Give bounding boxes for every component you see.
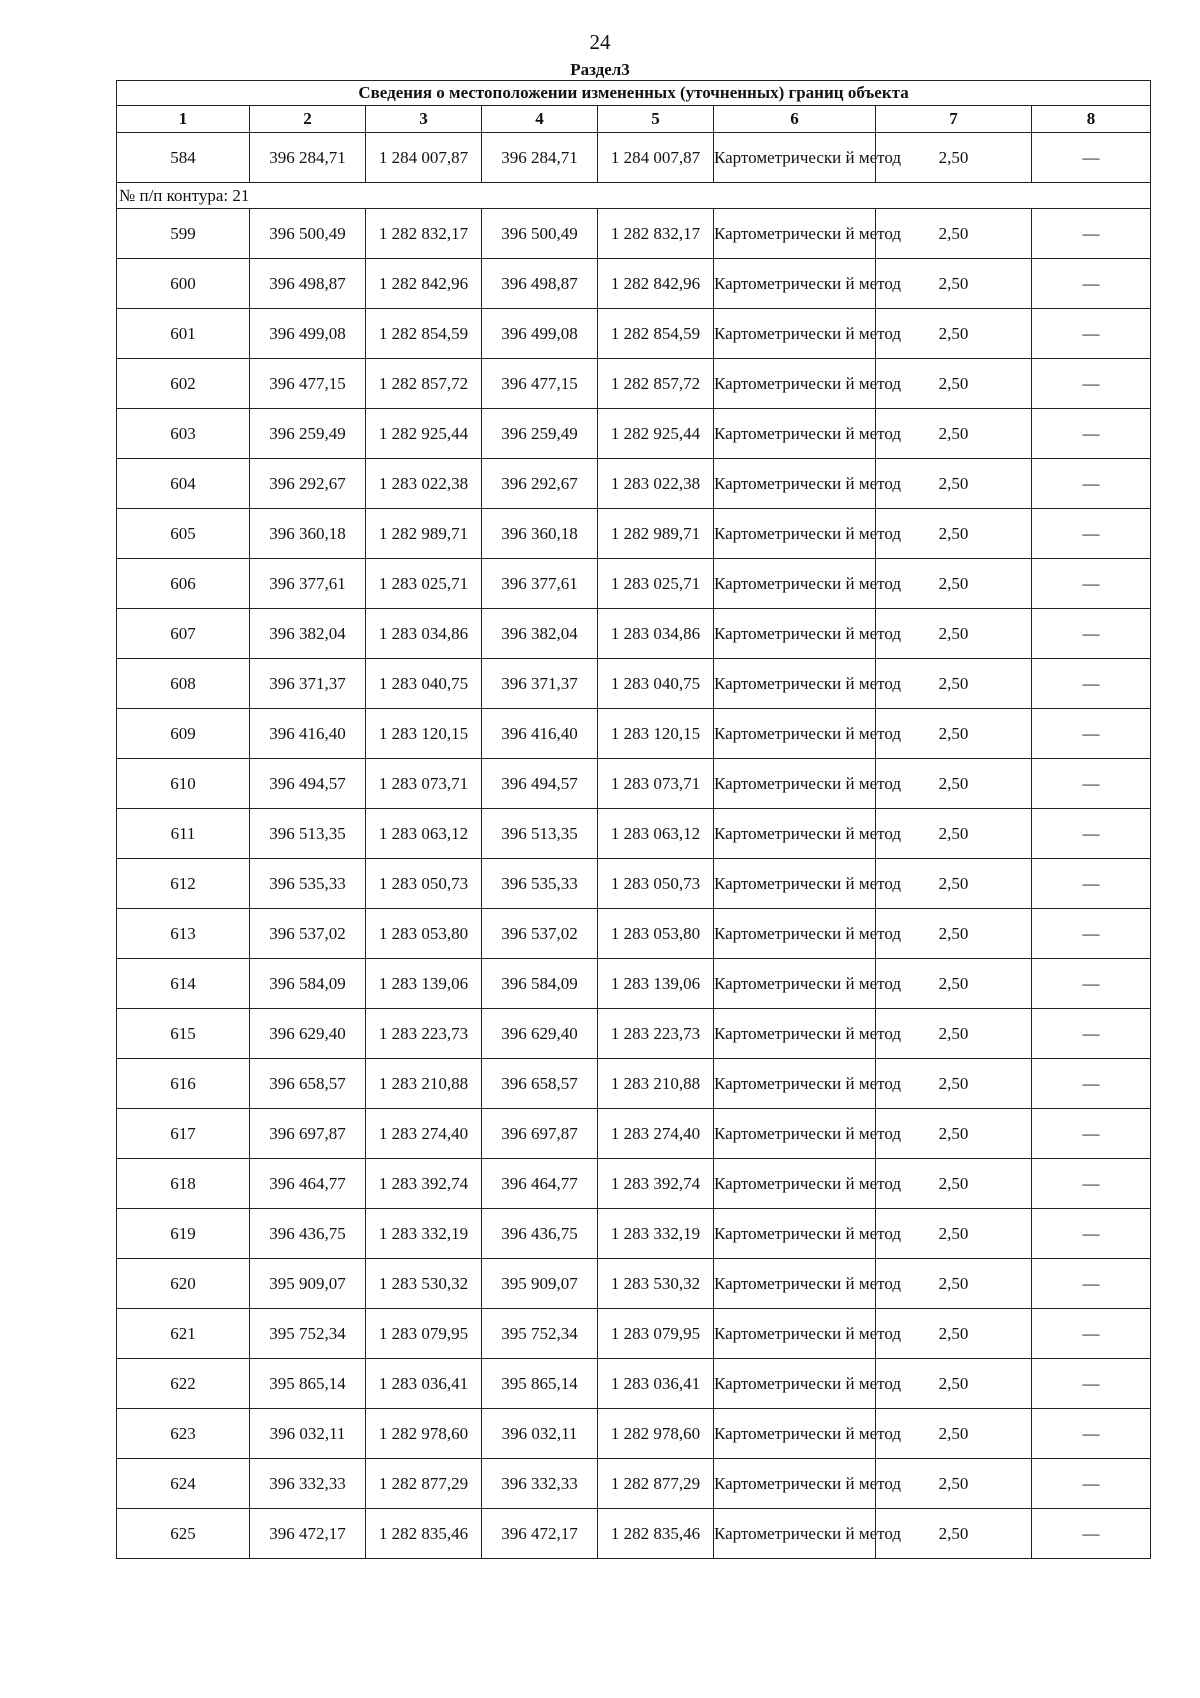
note-cell: — xyxy=(1032,609,1151,659)
note-cell: — xyxy=(1032,1009,1151,1059)
table-row xyxy=(117,509,1151,559)
point-number-cell: 625 xyxy=(117,1509,250,1559)
y-new-coordinate-cell: 1 282 832,17 xyxy=(598,209,714,259)
accuracy-cell: 2,50 xyxy=(876,709,1032,759)
point-number-cell: 613 xyxy=(117,909,250,959)
table-row xyxy=(117,1309,1151,1359)
note-cell: — xyxy=(1032,759,1151,809)
y-coordinate-cell: 1 283 063,12 xyxy=(366,809,482,859)
note-cell: — xyxy=(1032,1109,1151,1159)
y-new-coordinate-cell: 1 283 036,41 xyxy=(598,1359,714,1409)
accuracy-cell: 2,50 xyxy=(876,259,1032,309)
accuracy-cell: 2,50 xyxy=(876,1059,1032,1109)
accuracy-cell: 2,50 xyxy=(876,559,1032,609)
method-cell: Картометрически й метод xyxy=(714,709,876,759)
x-new-coordinate-cell: 396 537,02 xyxy=(482,909,598,959)
x-coordinate-cell: 396 499,08 xyxy=(250,309,366,359)
y-new-coordinate-cell: 1 282 835,46 xyxy=(598,1509,714,1559)
page-number: 24 xyxy=(589,30,611,54)
column-number-row xyxy=(117,106,1151,133)
table-row xyxy=(117,1359,1151,1409)
y-coordinate-cell: 1 282 832,17 xyxy=(366,209,482,259)
column-number: 7 xyxy=(876,106,1032,133)
method-cell: Картометрически й метод xyxy=(714,609,876,659)
y-new-coordinate-cell: 1 282 925,44 xyxy=(598,409,714,459)
point-number-cell: 615 xyxy=(117,1009,250,1059)
y-coordinate-cell: 1 283 053,80 xyxy=(366,909,482,959)
note-cell: — xyxy=(1032,209,1151,259)
point-number-cell: 617 xyxy=(117,1109,250,1159)
x-coordinate-cell: 396 472,17 xyxy=(250,1509,366,1559)
x-new-coordinate-cell: 396 498,87 xyxy=(482,259,598,309)
point-number-cell: 605 xyxy=(117,509,250,559)
note-cell: — xyxy=(1032,1059,1151,1109)
point-number-cell: 622 xyxy=(117,1359,250,1409)
column-number: 1 xyxy=(117,106,250,133)
note-cell: — xyxy=(1032,133,1151,183)
y-new-coordinate-cell: 1 282 877,29 xyxy=(598,1459,714,1509)
accuracy-cell: 2,50 xyxy=(876,1509,1032,1559)
x-new-coordinate-cell: 396 500,49 xyxy=(482,209,598,259)
method-cell: Картометрически й метод xyxy=(714,409,876,459)
y-coordinate-cell: 1 283 034,86 xyxy=(366,609,482,659)
y-coordinate-cell: 1 283 392,74 xyxy=(366,1159,482,1209)
accuracy-cell: 2,50 xyxy=(876,133,1032,183)
x-coordinate-cell: 396 629,40 xyxy=(250,1009,366,1059)
y-new-coordinate-cell: 1 282 842,96 xyxy=(598,259,714,309)
x-new-coordinate-cell: 396 629,40 xyxy=(482,1009,598,1059)
y-coordinate-cell: 1 282 835,46 xyxy=(366,1509,482,1559)
table-row xyxy=(117,609,1151,659)
point-number-cell: 619 xyxy=(117,1209,250,1259)
note-cell: — xyxy=(1032,1409,1151,1459)
point-number-cell: 606 xyxy=(117,559,250,609)
table-title: Сведения о местоположении измененных (уточненных) границ объекта xyxy=(117,81,1151,106)
table-row xyxy=(117,909,1151,959)
table-row xyxy=(117,1009,1151,1059)
x-coordinate-cell: 396 259,49 xyxy=(250,409,366,459)
method-cell: Картометрически й метод xyxy=(714,659,876,709)
x-coordinate-cell: 396 436,75 xyxy=(250,1209,366,1259)
y-new-coordinate-cell: 1 282 989,71 xyxy=(598,509,714,559)
y-coordinate-cell: 1 283 073,71 xyxy=(366,759,482,809)
x-coordinate-cell: 395 909,07 xyxy=(250,1259,366,1309)
x-new-coordinate-cell: 396 535,33 xyxy=(482,859,598,909)
table-row xyxy=(117,459,1151,509)
y-new-coordinate-cell: 1 283 040,75 xyxy=(598,659,714,709)
method-cell: Картометрически й метод xyxy=(714,359,876,409)
y-coordinate-cell: 1 283 025,71 xyxy=(366,559,482,609)
x-coordinate-cell: 396 371,37 xyxy=(250,659,366,709)
note-cell: — xyxy=(1032,1209,1151,1259)
column-number: 3 xyxy=(366,106,482,133)
y-new-coordinate-cell: 1 283 223,73 xyxy=(598,1009,714,1059)
accuracy-cell: 2,50 xyxy=(876,1359,1032,1409)
accuracy-cell: 2,50 xyxy=(876,509,1032,559)
method-cell: Картометрически й метод xyxy=(714,509,876,559)
note-cell: — xyxy=(1032,1509,1151,1559)
note-cell: — xyxy=(1032,1159,1151,1209)
point-number-cell: 609 xyxy=(117,709,250,759)
y-coordinate-cell: 1 283 274,40 xyxy=(366,1109,482,1159)
column-number: 6 xyxy=(714,106,876,133)
note-cell: — xyxy=(1032,1309,1151,1359)
y-new-coordinate-cell: 1 283 120,15 xyxy=(598,709,714,759)
x-coordinate-cell: 396 658,57 xyxy=(250,1059,366,1109)
point-number-cell: 618 xyxy=(117,1159,250,1209)
method-cell: Картометрически й метод xyxy=(714,1409,876,1459)
accuracy-cell: 2,50 xyxy=(876,1209,1032,1259)
table-row xyxy=(117,209,1151,259)
method-cell: Картометрически й метод xyxy=(714,309,876,359)
method-cell: Картометрически й метод xyxy=(714,759,876,809)
boundary-table xyxy=(116,80,1151,1559)
x-new-coordinate-cell: 396 416,40 xyxy=(482,709,598,759)
table-row xyxy=(117,1109,1151,1159)
y-new-coordinate-cell: 1 283 053,80 xyxy=(598,909,714,959)
method-cell: Картометрически й метод xyxy=(714,1309,876,1359)
note-cell: — xyxy=(1032,1359,1151,1409)
point-number-cell: 623 xyxy=(117,1409,250,1459)
accuracy-cell: 2,50 xyxy=(876,1009,1032,1059)
y-coordinate-cell: 1 283 223,73 xyxy=(366,1009,482,1059)
accuracy-cell: 2,50 xyxy=(876,359,1032,409)
table-row xyxy=(117,309,1151,359)
x-coordinate-cell: 396 477,15 xyxy=(250,359,366,409)
y-new-coordinate-cell: 1 283 022,38 xyxy=(598,459,714,509)
x-new-coordinate-cell: 396 436,75 xyxy=(482,1209,598,1259)
note-cell: — xyxy=(1032,559,1151,609)
x-coordinate-cell: 396 537,02 xyxy=(250,909,366,959)
note-cell: — xyxy=(1032,659,1151,709)
y-coordinate-cell: 1 283 036,41 xyxy=(366,1359,482,1409)
y-new-coordinate-cell: 1 283 210,88 xyxy=(598,1059,714,1109)
table-row xyxy=(117,1409,1151,1459)
point-number-cell: 602 xyxy=(117,359,250,409)
y-coordinate-cell: 1 283 210,88 xyxy=(366,1059,482,1109)
table-row xyxy=(117,1059,1151,1109)
method-cell: Картометрически й метод xyxy=(714,909,876,959)
table-row xyxy=(117,259,1151,309)
x-coordinate-cell: 396 032,11 xyxy=(250,1409,366,1459)
table-row xyxy=(117,559,1151,609)
y-new-coordinate-cell: 1 283 274,40 xyxy=(598,1109,714,1159)
table-row xyxy=(117,659,1151,709)
y-coordinate-cell: 1 283 079,95 xyxy=(366,1309,482,1359)
accuracy-cell: 2,50 xyxy=(876,609,1032,659)
accuracy-cell: 2,50 xyxy=(876,409,1032,459)
y-coordinate-cell: 1 283 120,15 xyxy=(366,709,482,759)
point-number-cell: 621 xyxy=(117,1309,250,1359)
method-cell: Картометрически й метод xyxy=(714,1009,876,1059)
table-row xyxy=(117,859,1151,909)
point-number-cell: 616 xyxy=(117,1059,250,1109)
table-row xyxy=(117,1509,1151,1559)
x-coordinate-cell: 396 416,40 xyxy=(250,709,366,759)
x-new-coordinate-cell: 395 909,07 xyxy=(482,1259,598,1309)
method-cell: Картометрически й метод xyxy=(714,1059,876,1109)
accuracy-cell: 2,50 xyxy=(876,759,1032,809)
note-cell: — xyxy=(1032,859,1151,909)
point-number-cell: 599 xyxy=(117,209,250,259)
y-new-coordinate-cell: 1 282 854,59 xyxy=(598,309,714,359)
note-cell: — xyxy=(1032,259,1151,309)
x-coordinate-cell: 396 464,77 xyxy=(250,1159,366,1209)
x-coordinate-cell: 396 498,87 xyxy=(250,259,366,309)
accuracy-cell: 2,50 xyxy=(876,209,1032,259)
x-coordinate-cell: 396 494,57 xyxy=(250,759,366,809)
x-new-coordinate-cell: 396 697,87 xyxy=(482,1109,598,1159)
method-cell: Картометрически й метод xyxy=(714,859,876,909)
y-coordinate-cell: 1 282 978,60 xyxy=(366,1409,482,1459)
y-coordinate-cell: 1 282 925,44 xyxy=(366,409,482,459)
x-coordinate-cell: 395 752,34 xyxy=(250,1309,366,1359)
method-cell: Картометрически й метод xyxy=(714,1459,876,1509)
table-title-row xyxy=(117,81,1151,106)
x-new-coordinate-cell: 396 377,61 xyxy=(482,559,598,609)
table-row xyxy=(117,133,1151,183)
point-number-cell: 600 xyxy=(117,259,250,309)
point-number-cell: 604 xyxy=(117,459,250,509)
y-coordinate-cell: 1 282 857,72 xyxy=(366,359,482,409)
point-number-cell: 620 xyxy=(117,1259,250,1309)
x-new-coordinate-cell: 396 032,11 xyxy=(482,1409,598,1459)
method-cell: Картометрически й метод xyxy=(714,133,876,183)
point-number-cell: 611 xyxy=(117,809,250,859)
method-cell: Картометрически й метод xyxy=(714,1509,876,1559)
x-new-coordinate-cell: 396 494,57 xyxy=(482,759,598,809)
point-number-cell: 608 xyxy=(117,659,250,709)
method-cell: Картометрически й метод xyxy=(714,209,876,259)
x-new-coordinate-cell: 396 371,37 xyxy=(482,659,598,709)
x-coordinate-cell: 396 697,87 xyxy=(250,1109,366,1159)
x-new-coordinate-cell: 396 259,49 xyxy=(482,409,598,459)
method-cell: Картометрически й метод xyxy=(714,959,876,1009)
accuracy-cell: 2,50 xyxy=(876,909,1032,959)
y-new-coordinate-cell: 1 283 139,06 xyxy=(598,959,714,1009)
x-coordinate-cell: 396 377,61 xyxy=(250,559,366,609)
x-new-coordinate-cell: 396 382,04 xyxy=(482,609,598,659)
x-new-coordinate-cell: 396 513,35 xyxy=(482,809,598,859)
x-new-coordinate-cell: 395 865,14 xyxy=(482,1359,598,1409)
y-new-coordinate-cell: 1 283 073,71 xyxy=(598,759,714,809)
point-number-cell: 601 xyxy=(117,309,250,359)
y-new-coordinate-cell: 1 284 007,87 xyxy=(598,133,714,183)
y-new-coordinate-cell: 1 282 857,72 xyxy=(598,359,714,409)
x-new-coordinate-cell: 396 477,15 xyxy=(482,359,598,409)
section-title: Раздел3 xyxy=(570,60,630,79)
contour-row xyxy=(117,183,1151,209)
accuracy-cell: 2,50 xyxy=(876,959,1032,1009)
x-new-coordinate-cell: 396 499,08 xyxy=(482,309,598,359)
point-number-cell: 607 xyxy=(117,609,250,659)
column-number: 8 xyxy=(1032,106,1151,133)
accuracy-cell: 2,50 xyxy=(876,859,1032,909)
point-number-cell: 614 xyxy=(117,959,250,1009)
method-cell: Картометрически й метод xyxy=(714,1259,876,1309)
y-coordinate-cell: 1 283 332,19 xyxy=(366,1209,482,1259)
x-coordinate-cell: 396 292,67 xyxy=(250,459,366,509)
point-number-cell: 624 xyxy=(117,1459,250,1509)
x-coordinate-cell: 396 382,04 xyxy=(250,609,366,659)
x-new-coordinate-cell: 395 752,34 xyxy=(482,1309,598,1359)
y-new-coordinate-cell: 1 283 530,32 xyxy=(598,1259,714,1309)
table-row xyxy=(117,359,1151,409)
accuracy-cell: 2,50 xyxy=(876,459,1032,509)
accuracy-cell: 2,50 xyxy=(876,659,1032,709)
y-coordinate-cell: 1 283 530,32 xyxy=(366,1259,482,1309)
x-coordinate-cell: 396 513,35 xyxy=(250,809,366,859)
x-new-coordinate-cell: 396 464,77 xyxy=(482,1159,598,1209)
y-coordinate-cell: 1 283 050,73 xyxy=(366,859,482,909)
method-cell: Картометрически й метод xyxy=(714,1109,876,1159)
y-coordinate-cell: 1 282 854,59 xyxy=(366,309,482,359)
method-cell: Картометрически й метод xyxy=(714,259,876,309)
x-coordinate-cell: 396 535,33 xyxy=(250,859,366,909)
y-coordinate-cell: 1 284 007,87 xyxy=(366,133,482,183)
accuracy-cell: 2,50 xyxy=(876,1259,1032,1309)
point-number-cell: 610 xyxy=(117,759,250,809)
method-cell: Картометрически й метод xyxy=(714,559,876,609)
y-coordinate-cell: 1 282 989,71 xyxy=(366,509,482,559)
method-cell: Картометрически й метод xyxy=(714,1359,876,1409)
accuracy-cell: 2,50 xyxy=(876,1459,1032,1509)
point-number-cell: 603 xyxy=(117,409,250,459)
method-cell: Картометрически й метод xyxy=(714,1159,876,1209)
x-new-coordinate-cell: 396 584,09 xyxy=(482,959,598,1009)
method-cell: Картометрически й метод xyxy=(714,1209,876,1259)
x-new-coordinate-cell: 396 292,67 xyxy=(482,459,598,509)
y-new-coordinate-cell: 1 283 050,73 xyxy=(598,859,714,909)
accuracy-cell: 2,50 xyxy=(876,1109,1032,1159)
note-cell: — xyxy=(1032,309,1151,359)
y-coordinate-cell: 1 282 877,29 xyxy=(366,1459,482,1509)
x-new-coordinate-cell: 396 284,71 xyxy=(482,133,598,183)
y-new-coordinate-cell: 1 283 079,95 xyxy=(598,1309,714,1359)
x-new-coordinate-cell: 396 360,18 xyxy=(482,509,598,559)
y-coordinate-cell: 1 283 040,75 xyxy=(366,659,482,709)
x-new-coordinate-cell: 396 472,17 xyxy=(482,1509,598,1559)
accuracy-cell: 2,50 xyxy=(876,1409,1032,1459)
table-row xyxy=(117,409,1151,459)
table-row xyxy=(117,1209,1151,1259)
x-coordinate-cell: 395 865,14 xyxy=(250,1359,366,1409)
column-number: 4 xyxy=(482,106,598,133)
x-coordinate-cell: 396 584,09 xyxy=(250,959,366,1009)
note-cell: — xyxy=(1032,1459,1151,1509)
accuracy-cell: 2,50 xyxy=(876,1159,1032,1209)
table-row xyxy=(117,1459,1151,1509)
point-number-cell: 584 xyxy=(117,133,250,183)
table-row xyxy=(117,809,1151,859)
note-cell: — xyxy=(1032,809,1151,859)
note-cell: — xyxy=(1032,959,1151,1009)
x-new-coordinate-cell: 396 658,57 xyxy=(482,1059,598,1109)
y-coordinate-cell: 1 283 139,06 xyxy=(366,959,482,1009)
accuracy-cell: 2,50 xyxy=(876,1309,1032,1359)
note-cell: — xyxy=(1032,509,1151,559)
point-number-cell: 612 xyxy=(117,859,250,909)
y-coordinate-cell: 1 283 022,38 xyxy=(366,459,482,509)
y-new-coordinate-cell: 1 283 332,19 xyxy=(598,1209,714,1259)
note-cell: — xyxy=(1032,409,1151,459)
table-row xyxy=(117,1259,1151,1309)
method-cell: Картометрически й метод xyxy=(714,809,876,859)
y-new-coordinate-cell: 1 283 025,71 xyxy=(598,559,714,609)
y-coordinate-cell: 1 282 842,96 xyxy=(366,259,482,309)
accuracy-cell: 2,50 xyxy=(876,809,1032,859)
y-new-coordinate-cell: 1 283 063,12 xyxy=(598,809,714,859)
note-cell: — xyxy=(1032,709,1151,759)
table-row xyxy=(117,759,1151,809)
y-new-coordinate-cell: 1 283 034,86 xyxy=(598,609,714,659)
x-coordinate-cell: 396 360,18 xyxy=(250,509,366,559)
table-row xyxy=(117,959,1151,1009)
column-number: 5 xyxy=(598,106,714,133)
x-new-coordinate-cell: 396 332,33 xyxy=(482,1459,598,1509)
note-cell: — xyxy=(1032,359,1151,409)
table-row xyxy=(117,1159,1151,1209)
note-cell: — xyxy=(1032,459,1151,509)
x-coordinate-cell: 396 332,33 xyxy=(250,1459,366,1509)
accuracy-cell: 2,50 xyxy=(876,309,1032,359)
x-coordinate-cell: 396 284,71 xyxy=(250,133,366,183)
x-coordinate-cell: 396 500,49 xyxy=(250,209,366,259)
table-row xyxy=(117,709,1151,759)
y-new-coordinate-cell: 1 283 392,74 xyxy=(598,1159,714,1209)
y-new-coordinate-cell: 1 282 978,60 xyxy=(598,1409,714,1459)
contour-label: № п/п контура: 21 xyxy=(117,183,1151,209)
method-cell: Картометрически й метод xyxy=(714,459,876,509)
note-cell: — xyxy=(1032,909,1151,959)
column-number: 2 xyxy=(250,106,366,133)
note-cell: — xyxy=(1032,1259,1151,1309)
